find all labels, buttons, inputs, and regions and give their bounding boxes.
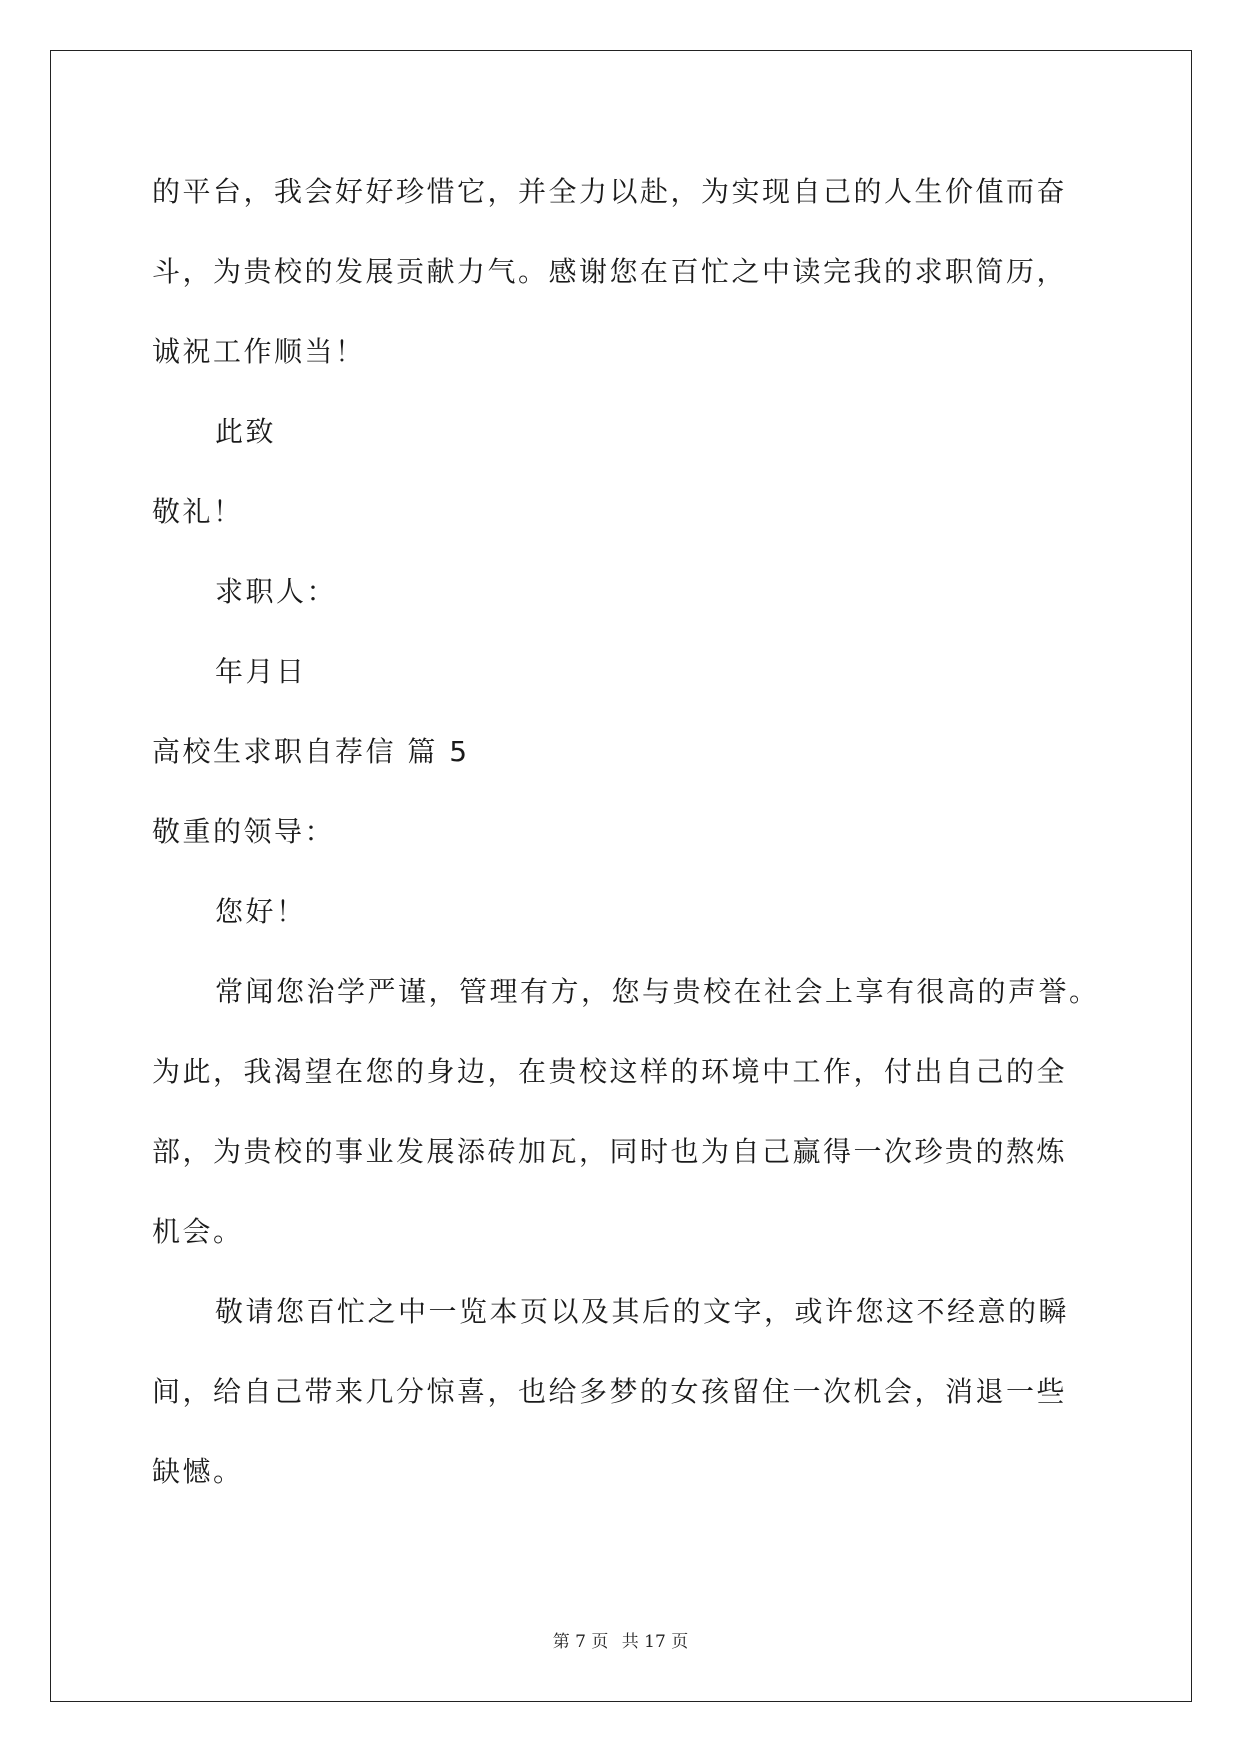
paragraph-line: 间，给自己带来几分惊喜，也给多梦的女孩留住一次机会，消退一些	[152, 1375, 1068, 1408]
paragraph-line: 敬请您百忙之中一览本页以及其后的文字，或许您这不经意的瞬	[215, 1295, 1070, 1328]
paragraph-line: 诚祝工作顺当！	[152, 335, 366, 368]
paragraph-line: 为此，我渴望在您的身边，在贵校这样的环境中工作，付出自己的全	[152, 1055, 1068, 1088]
page-total: 共 17 页	[621, 1632, 689, 1652]
closing-line: 此致	[215, 415, 277, 448]
paragraph-line: 常闻您治学严谨，管理有方，您与贵校在社会上享有很高的声誉。	[215, 975, 1100, 1008]
paragraph-line: 的平台，我会好好珍惜它，并全力以赴，为实现自己的人生价值而奋	[152, 175, 1068, 208]
page-footer	[0, 1630, 1241, 1654]
date-line: 年月日	[215, 655, 307, 688]
section-title: 高校生求职自荐信 篇 5	[152, 735, 470, 768]
page-number: 第 7 页	[552, 1632, 609, 1652]
paragraph-line: 缺憾。	[152, 1455, 244, 1488]
paragraph-line: 机会。	[152, 1215, 244, 1248]
greeting: 您好！	[215, 895, 307, 928]
closing-salute: 敬礼！	[152, 495, 244, 528]
signature-line: 求职人：	[215, 575, 338, 608]
paragraph-line: 斗，为贵校的发展贡献力气。感谢您在百忙之中读完我的求职简历，	[152, 255, 1068, 288]
salutation: 敬重的领导：	[152, 815, 336, 848]
paragraph-line: 部，为贵校的事业发展添砖加瓦，同时也为自己赢得一次珍贵的熬炼	[152, 1135, 1068, 1168]
